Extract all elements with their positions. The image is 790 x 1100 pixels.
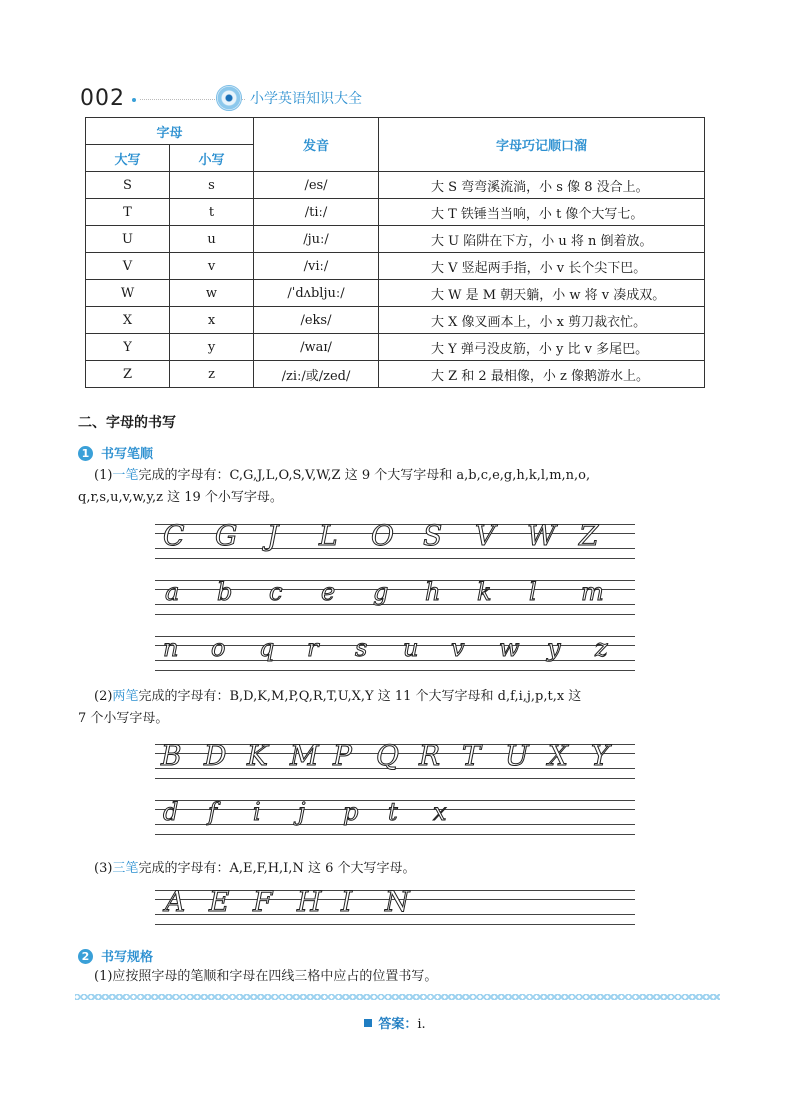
paragraph-text: 7 个小写字母。	[78, 711, 169, 726]
rhyme-cell: 大 Y 弹弓没皮筋，小 y 比 v 多尾巴。	[379, 334, 705, 361]
number-badge: 2	[78, 949, 93, 964]
letter-glyph: S	[423, 519, 443, 552]
letter-glyph: W	[527, 519, 556, 552]
subsection-title: 书写笔顺	[101, 447, 154, 462]
header-pronunciation: 发音	[254, 118, 379, 172]
writing-lines-row-5	[155, 800, 635, 836]
uppercase-cell: S	[86, 172, 170, 199]
letter-glyph: R	[419, 739, 441, 772]
guide-line	[155, 660, 635, 661]
table-row	[86, 334, 705, 361]
page-number: 002	[80, 86, 125, 111]
rhyme-cell: 大 Z 和 2 最相像，小 z 像鹅游水上。	[379, 361, 705, 388]
letter-glyph: B	[161, 739, 182, 772]
letter-glyph: G	[215, 519, 238, 552]
paragraph-one-stroke	[78, 465, 718, 509]
item-number: (1)	[94, 468, 113, 483]
pronunciation-cell: /eks/	[254, 307, 379, 334]
letter-glyph: k	[477, 578, 492, 606]
paragraph-three-strokes	[78, 858, 718, 880]
paragraph-text: (1)应按照字母的笔顺和字母在四线三格中应占的位置书写。	[94, 969, 438, 984]
wave-divider	[75, 994, 720, 1000]
letter-glyph: f	[208, 798, 217, 826]
page-header	[80, 82, 720, 112]
letter-glyph: H	[297, 885, 322, 918]
letter-glyph: A	[165, 885, 186, 918]
disc-icon	[216, 85, 242, 111]
rhyme-cell: 大 X 像叉画本上，小 x 剪刀裁衣忙。	[379, 307, 705, 334]
letter-glyph: z	[595, 634, 608, 662]
letter-glyph: P	[333, 739, 352, 772]
writing-lines-row-6	[155, 885, 635, 926]
guide-line	[155, 778, 635, 779]
uppercase-cell: X	[86, 307, 170, 334]
subsection-title: 书写规格	[101, 950, 154, 965]
letter-glyph: L	[319, 519, 338, 552]
letter-glyph: e	[321, 578, 336, 606]
writing-lines-row-4	[155, 739, 635, 780]
letter-glyph: n	[163, 634, 179, 662]
letter-glyph: x	[433, 798, 447, 826]
uppercase-cell: U	[86, 226, 170, 253]
table-row	[86, 199, 705, 226]
paragraph-writing-format	[78, 966, 718, 988]
guide-line	[155, 924, 635, 925]
square-icon	[364, 1019, 372, 1027]
pronunciation-cell: /ˈdʌbljuː/	[254, 280, 379, 307]
letter-glyph: u	[403, 634, 419, 662]
letter-glyph: t	[388, 798, 398, 826]
letter-glyph: b	[217, 578, 233, 606]
letter-glyph: m	[581, 578, 604, 606]
letter-glyph: q	[259, 634, 275, 662]
uppercase-cell: Z	[86, 361, 170, 388]
letter-glyph: K	[247, 739, 268, 772]
uppercase-cell: Y	[86, 334, 170, 361]
highlight-term: 一笔	[112, 468, 139, 483]
answer-footer	[0, 1013, 790, 1032]
letter-glyph: D	[204, 739, 227, 772]
pronunciation-cell: /juː/	[254, 226, 379, 253]
lowercase-cell: w	[170, 280, 254, 307]
header-uppercase: 大写	[86, 145, 170, 172]
letter-glyph: V	[475, 519, 496, 552]
letter-glyph: r	[307, 634, 319, 662]
pronunciation-cell: /tiː/	[254, 199, 379, 226]
book-title: 小学英语知识大全	[250, 91, 362, 107]
highlight-term: 两笔	[112, 689, 139, 704]
table-row	[86, 253, 705, 280]
letter-glyph: l	[529, 578, 537, 606]
uppercase-cell: T	[86, 199, 170, 226]
letter-glyph: M	[290, 739, 319, 772]
letter-glyph: X	[548, 739, 568, 772]
lowercase-cell: s	[170, 172, 254, 199]
answer-separator: ：	[404, 1017, 418, 1032]
rhyme-cell: 大 U 陷阱在下方，小 u 将 n 倒着放。	[379, 226, 705, 253]
letter-glyph: v	[451, 634, 465, 662]
lowercase-cell: t	[170, 199, 254, 226]
paragraph-text: q,r,s,u,v,w,y,z 这 19 个小写字母。	[78, 490, 283, 505]
guide-line	[155, 670, 635, 671]
letter-glyph: c	[269, 578, 283, 606]
paragraph-text: 完成的字母有：C,G,J,L,O,S,V,W,Z 这 9 个大写字母和 a,b,c,e,g,h,k,l,m,n,o,	[138, 468, 591, 483]
rhyme-cell: 大 V 竖起两手指，小 v 长个尖下巴。	[379, 253, 705, 280]
letter-glyph: F	[253, 885, 273, 918]
pronunciation-cell: /waɪ/	[254, 334, 379, 361]
letter-glyph: o	[211, 634, 226, 662]
guide-line	[155, 558, 635, 559]
letter-glyph: N	[385, 885, 410, 918]
section-title: 二、字母的书写	[78, 415, 176, 431]
letter-glyph: j	[298, 798, 306, 826]
table-row	[86, 307, 705, 334]
letter-glyph: d	[163, 798, 179, 826]
table-row	[86, 226, 705, 253]
letter-glyph: h	[425, 578, 441, 606]
guide-line	[155, 614, 635, 615]
letter-glyph: J	[267, 519, 279, 552]
letter-glyph: C	[163, 519, 185, 552]
dot-decoration	[132, 98, 136, 102]
letter-glyph: a	[165, 578, 180, 606]
lowercase-cell: v	[170, 253, 254, 280]
highlight-term: 三笔	[112, 861, 139, 876]
letter-glyph: I	[341, 885, 353, 918]
guide-line	[155, 636, 635, 637]
pronunciation-cell: /ziː/或/zed/	[254, 361, 379, 388]
letter-glyph: s	[355, 634, 368, 662]
pronunciation-cell: /es/	[254, 172, 379, 199]
paragraph-text: 完成的字母有：B,D,K,M,P,Q,R,T,U,X,Y 这 11 个大写字母和 d,f,i,j,p,t,x 这	[138, 689, 582, 704]
letter-glyph: U	[505, 739, 529, 772]
lowercase-cell: x	[170, 307, 254, 334]
lowercase-cell: u	[170, 226, 254, 253]
rhyme-cell: 大 T 铁锤当当响，小 t 像个大写七。	[379, 199, 705, 226]
table-row	[86, 361, 705, 388]
letter-glyph: i	[253, 798, 261, 826]
letter-glyph: E	[209, 885, 230, 918]
guide-line	[155, 834, 635, 835]
letter-glyph: T	[462, 739, 481, 772]
letter-glyph: w	[499, 634, 520, 662]
subsection-stroke-order	[78, 443, 153, 462]
rhyme-cell: 大 S 弯弯溪流淌，小 s 像 8 没合上。	[379, 172, 705, 199]
lowercase-cell: z	[170, 361, 254, 388]
letter-table	[85, 117, 705, 388]
header-lowercase: 小写	[170, 145, 254, 172]
letter-glyph: Q	[376, 739, 399, 772]
table-row	[86, 280, 705, 307]
letter-glyph: p	[343, 798, 359, 826]
table-row	[86, 172, 705, 199]
item-number: (3)	[94, 861, 113, 876]
paragraph-text: 完成的字母有：A,E,F,H,I,N 这 6 个大写字母。	[138, 861, 416, 876]
rhyme-cell: 大 W 是 M 朝天躺，小 w 将 v 凑成双。	[379, 280, 705, 307]
letter-glyph: Y	[591, 739, 610, 772]
lowercase-cell: y	[170, 334, 254, 361]
letter-glyph: g	[373, 578, 389, 606]
subsection-writing-format	[78, 946, 153, 965]
letter-glyph: O	[371, 519, 394, 552]
header-rhyme: 字母巧记顺口溜	[379, 118, 705, 172]
writing-lines-row-3	[155, 636, 635, 672]
writing-lines-row-1	[155, 519, 635, 560]
letter-glyph: Z	[579, 519, 599, 552]
writing-lines-row-2	[155, 580, 635, 616]
uppercase-cell: W	[86, 280, 170, 307]
item-number: (2)	[94, 689, 113, 704]
uppercase-cell: V	[86, 253, 170, 280]
answer-value: i.	[417, 1017, 426, 1032]
pronunciation-cell: /viː/	[254, 253, 379, 280]
number-badge: 1	[78, 446, 93, 461]
letter-glyph: y	[547, 634, 561, 662]
paragraph-two-strokes	[78, 686, 718, 730]
answer-label: 答案	[378, 1017, 405, 1032]
guide-line	[155, 645, 635, 646]
header-letter: 字母	[86, 118, 254, 145]
